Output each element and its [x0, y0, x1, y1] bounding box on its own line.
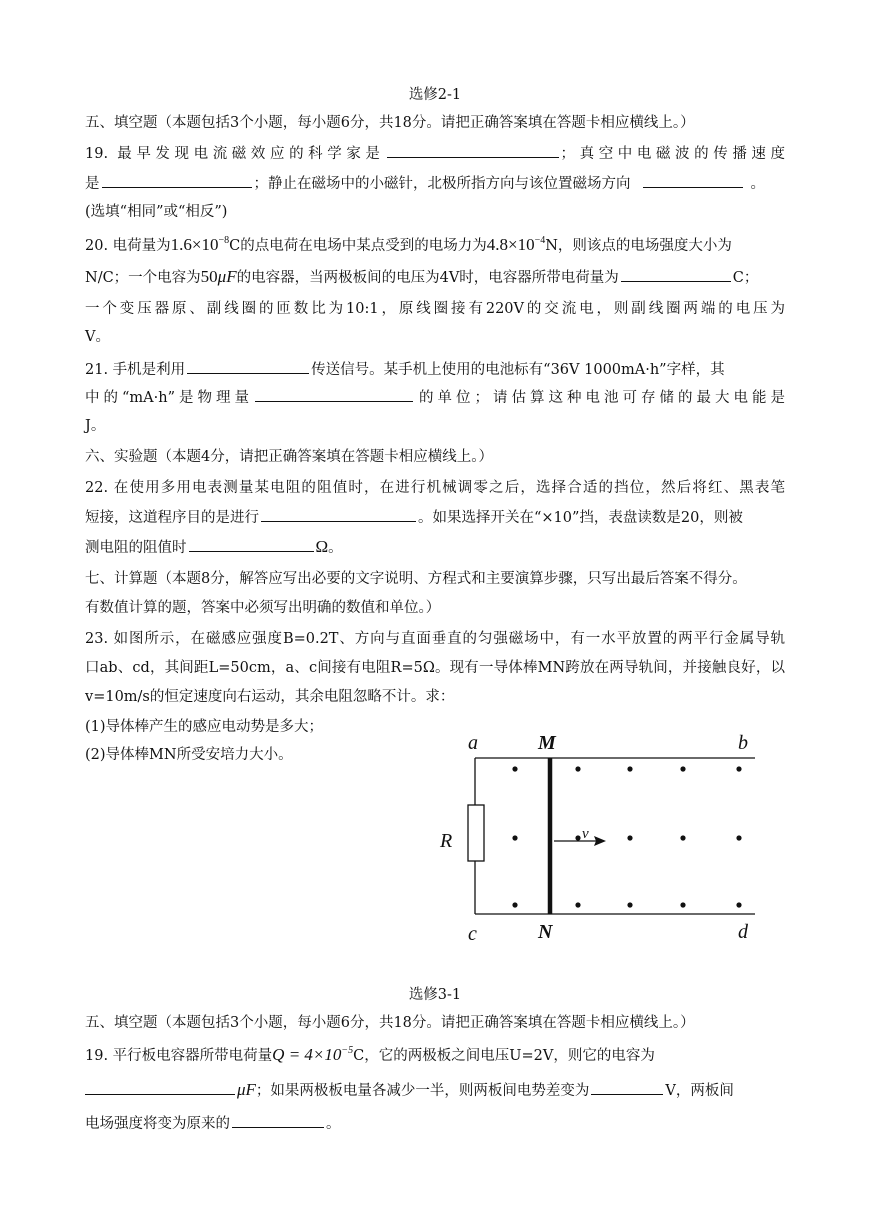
question-19b-line-2 — [85, 1080, 785, 1101]
question-22-line-2 — [85, 507, 785, 528]
label-v: v — [582, 826, 589, 842]
section-heading: 五、填空题（本题包括3个小题，每小题6分，共18分。请把正确答案填在答题卡相应横线上。） — [85, 115, 695, 131]
q19b-text: ；如果两极板电量各减少一半，则两板间电势差变为 — [255, 1083, 590, 1099]
q20-text: 的电容器，当两极板间的电压为4V时，电容器所带电荷量为 — [236, 270, 619, 286]
answer-blank[interactable] — [591, 1080, 663, 1095]
question-19b-line-1 — [85, 1045, 785, 1066]
charge-value: $Q = 4\times 10^{-5}$ — [272, 1045, 354, 1064]
question-21-line-3: J。 — [85, 418, 106, 434]
answer-blank[interactable] — [189, 537, 314, 552]
q22-text: 短接，这道程序目的是进行 — [85, 510, 259, 526]
label-M: M — [538, 732, 556, 754]
q21-text: 21. 手机是利用 — [85, 362, 186, 378]
question-19-line-1 — [85, 143, 785, 164]
q19b-text: 电场强度将变为原来的 — [85, 1116, 230, 1132]
question-20-line-3: 一个变压器原、副线圈的匝数比为10:1，原线圈接有220V的交流电，则副线圈两端的电压为 — [85, 301, 785, 317]
question-23-part-2: (2)导体棒MN所受安培力大小。 — [85, 747, 293, 763]
question-21-line-1 — [85, 359, 785, 380]
answer-blank[interactable] — [102, 173, 252, 188]
magnetic-field-dots — [512, 766, 741, 907]
question-21-line-2 — [85, 387, 785, 408]
section-title: 选修3-1 — [408, 987, 462, 1003]
q19b-text: V，两板间 — [665, 1083, 734, 1099]
question-23-line-2: 口ab、cd，其间距L=50cm，a、c间接有电阻R=5Ω。现有一导体棒MN跨放在两导轨间，并接触良好，以 — [85, 660, 785, 676]
answer-blank[interactable] — [232, 1113, 324, 1128]
answer-blank[interactable] — [187, 359, 309, 374]
q21-text: 中的“mA·h”是物理量 — [85, 390, 253, 406]
q19b-text: 。 — [326, 1116, 341, 1132]
question-20-line-2 — [85, 267, 785, 288]
q19-text: 19. 最早发现电流磁效应的科学家是 — [85, 146, 385, 162]
q22-text: 测电阻的阻值时 — [85, 540, 187, 556]
question-20-line-1 — [85, 235, 785, 256]
capacitance-value: 50μF — [200, 267, 237, 286]
question-19-line-2 — [85, 173, 785, 194]
label-a: a — [468, 732, 478, 754]
q21-text: 的单位；请估算这种电池可存储的最大电能是 — [415, 390, 785, 406]
answer-blank[interactable] — [255, 387, 413, 402]
section-heading: 五、填空题（本题包括3个小题，每小题6分，共18分。请把正确答案填在答题卡相应横线上。） — [85, 1015, 695, 1031]
q20-text: C； — [732, 270, 759, 286]
q20-text: N，则该点的电场强度大小为 — [545, 238, 732, 254]
section-heading: 六、实验题（本题4分，请把正确答案填在答题卡相应横线上。） — [85, 449, 493, 465]
answer-blank[interactable] — [621, 267, 731, 282]
q22-text: 。 — [328, 540, 343, 556]
section-heading: 有数值计算的题，答案中必须写出明确的数值和单位。） — [85, 600, 441, 616]
rail-circuit-diagram — [430, 728, 780, 950]
force-value: $4.8\times 10^{-4}$ — [486, 235, 546, 254]
answer-blank[interactable] — [261, 507, 416, 522]
q19-text: 是 — [85, 176, 100, 192]
label-b: b — [738, 732, 748, 754]
label-R: R — [440, 830, 453, 852]
q20-text: N/C；一个电容为 — [85, 270, 201, 286]
q19-text: ；真空中电磁波的传播速度 — [560, 146, 785, 162]
q19b-text: 19. 平行板电容器所带电荷量 — [85, 1048, 273, 1064]
ohm-symbol: Ω — [315, 537, 329, 556]
label-d: d — [738, 921, 748, 943]
q20-text: C的点电荷在电场中某点受到的电场力为 — [229, 238, 487, 254]
question-19b-line-3 — [85, 1113, 785, 1134]
resistor — [468, 805, 484, 861]
section-title: 选修2-1 — [408, 87, 462, 103]
question-23-part-1: (1)导体棒产生的感应电动势是多大； — [85, 719, 324, 735]
q20-text: 20. 电荷量为 — [85, 238, 171, 254]
q19-text: 。 — [750, 176, 765, 192]
question-23-line-1: 23. 如图所示，在磁感应强度B=0.2T、方向与直面垂直的匀强磁场中，有一水平放置的两平行金属导轨 — [85, 631, 785, 647]
label-c: c — [468, 923, 477, 945]
unit-microfarad: μF — [237, 1080, 256, 1099]
q19b-text: C，它的两极板之间电压U=2V，则它的电容为 — [353, 1048, 655, 1064]
question-19-line-3: (选填“相同”或“相反”) — [85, 204, 228, 220]
charge-value: $1.6\times 10^{-8}$ — [170, 235, 230, 254]
question-22-line-3 — [85, 537, 785, 558]
question-23-line-3: v=10m/s的恒定速度向右运动，其余电阻忽略不计。求： — [85, 689, 455, 705]
question-22-line-1: 22. 在使用多用电表测量某电阻的阻值时，在进行机械调零之后，选择合适的挡位，然后将红、黑表笔 — [85, 480, 785, 496]
question-20-line-4: V。 — [85, 329, 110, 345]
section-heading: 七、计算题（本题8分，解答应写出必要的文字说明、方程式和主要演算步骤，只写出最后答案不得分。 — [85, 571, 747, 587]
q22-text: 。如果选择开关在“×10”挡，表盘读数是20，则被 — [418, 510, 743, 526]
label-N: N — [538, 921, 553, 943]
answer-blank[interactable] — [643, 173, 743, 188]
q19-text: ；静止在磁场中的小磁针，北极所指方向与该位置磁场方向 — [253, 176, 631, 192]
answer-blank[interactable] — [85, 1080, 235, 1095]
q21-text: 传送信号。某手机上使用的电池标有“36V 1000mA·h”字样，其 — [311, 362, 725, 378]
answer-blank[interactable] — [387, 143, 559, 158]
